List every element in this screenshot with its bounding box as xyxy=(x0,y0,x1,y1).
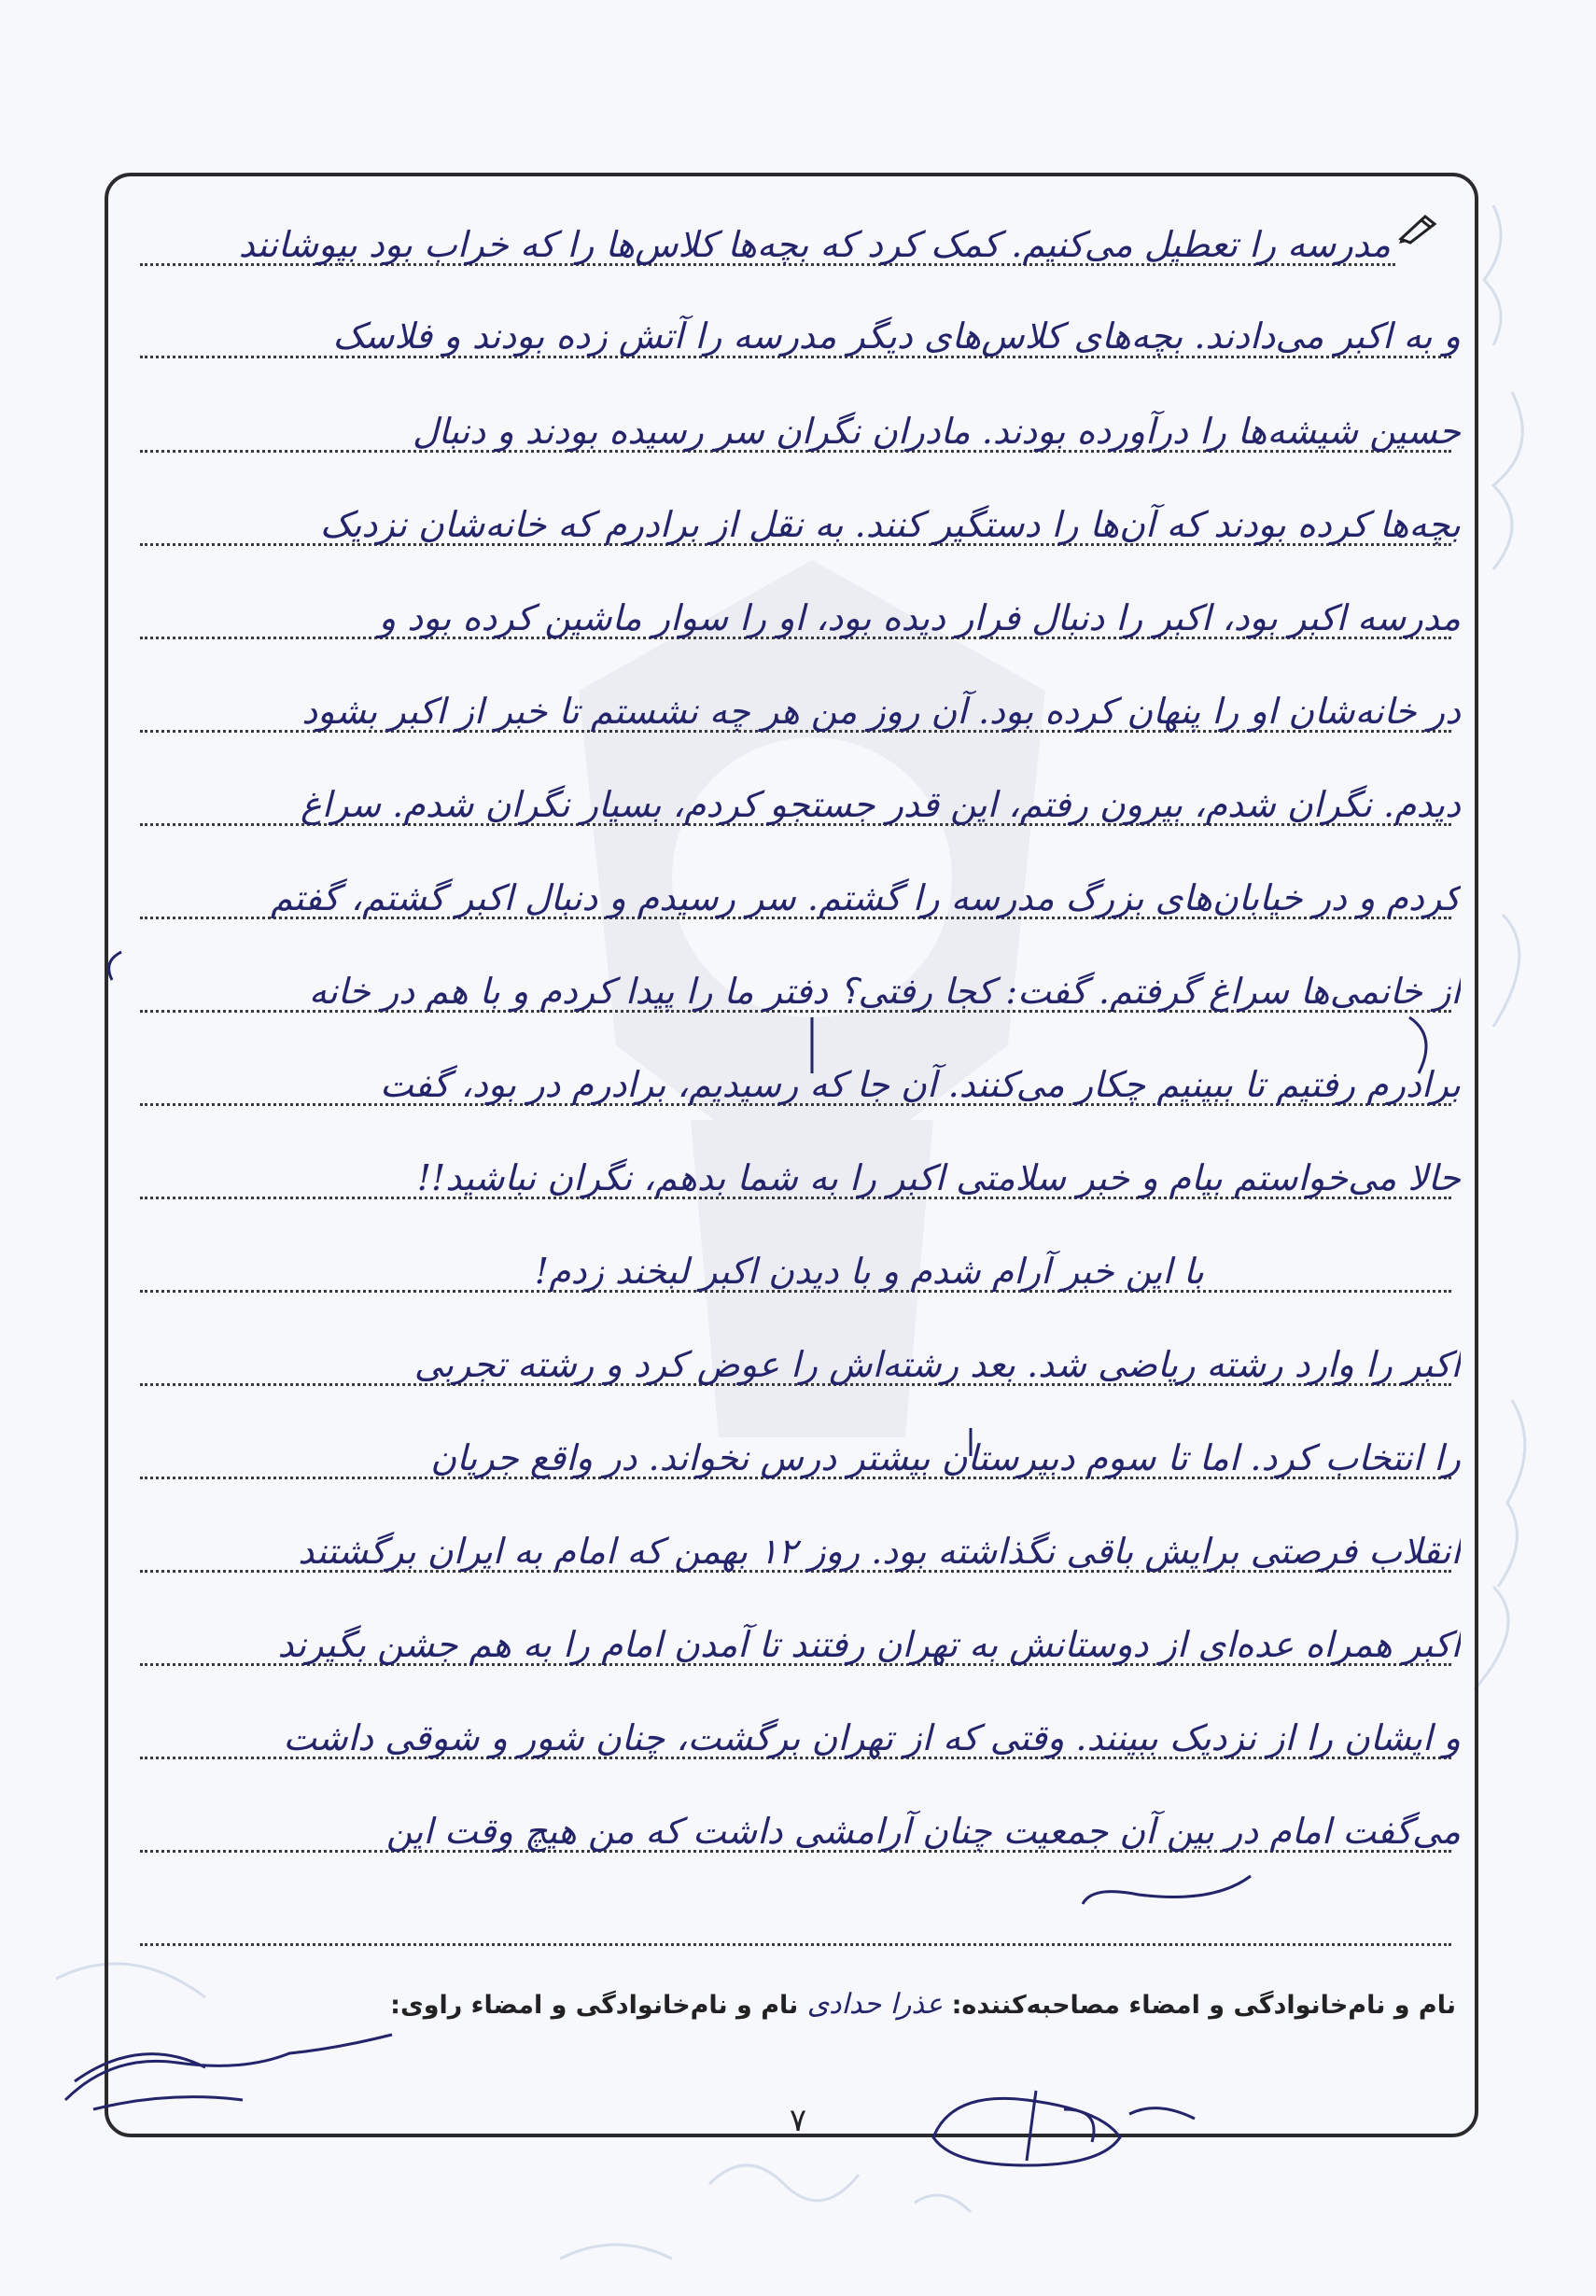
handwritten-line: در خانه‌شان او را پنهان کرده بود. آن روز من هر چه نشستم تا خبر از اکبر بشود xyxy=(301,691,1461,732)
interviewer-label: نام و نام‌خانوادگی و امضاء مصاحبه‌کننده: xyxy=(951,1991,1456,2020)
handwritten-line: اکبر همراه عده‌ای از دوستانش به تهران رفتند تا آمدن امام را به هم جشن بگیرند xyxy=(277,1624,1461,1665)
handwritten-line: انقلاب فرصتی برایش باقی نگذاشته بود. روز ۱۲ بهمن که امام به ایران برگشتند xyxy=(298,1531,1461,1572)
handwritten-line: با این خبر آرام شدم و با دیدن اکبر لبخند زدم! xyxy=(534,1251,1204,1292)
handwritten-line: می‌گفت امام در بین آن جمعیت چنان آرامشی داشت که من هیچ وقت این xyxy=(385,1811,1461,1852)
handwritten-line: حسین شیشه‌ها را درآورده بودند. مادران نگران سر رسیده بودند و دنبال xyxy=(413,411,1461,452)
handwritten-line: را انتخاب کرد. اما تا سوم دبیرستان بیشتر درس نخواند. در واقع جریان xyxy=(430,1437,1461,1478)
handwritten-line: بچه‌ها کرده بودند که آن‌ها را دستگیر کنند. به نقل از برادرم که خانه‌شان نزدیک xyxy=(319,504,1461,545)
pencil-icon xyxy=(1397,213,1438,245)
handwritten-line: از خانمی‌ها سراغ گرفتم. گفت: کجا رفتی؟ دفتر ما را پیدا کردم و با هم در خانه xyxy=(308,971,1461,1012)
handwritten-line: مدرسه اکبر بود، اکبر را دنبال فرار دیده بود، او را سوار ماشین کرده بود و xyxy=(378,597,1461,638)
handwritten-line: مدرسه را تعطیل می‌کنیم. کمک کرد که بچه‌ها کلاس‌ها را که خراب بود بپوشانند xyxy=(238,224,1391,265)
handwritten-line: اکبر را وارد رشته ریاضی شد. بعد رشته‌اش را عوض کرد و رشته تجربی xyxy=(413,1344,1461,1385)
handwritten-line: دیدم. نگران شدم، بیرون رفتم، این قدر جستجو کردم، بسیار نگران شدم. سراغ xyxy=(301,784,1461,825)
interviewer-name: عذرا حدادی xyxy=(806,1988,944,2021)
narrator-label: نام و نام‌خانوادگی و امضاء راوی: xyxy=(390,1991,799,2020)
page-number: ۷ xyxy=(789,2102,807,2139)
handwritten-line: حالا می‌خواستم بیام و خبر سلامتی اکبر را به شما بدهم، نگران نباشید!! xyxy=(416,1157,1461,1198)
handwritten-line: و به اکبر می‌دادند. بچه‌های کلاس‌های دیگر مدرسه را آتش زده بودند و فلاسک xyxy=(332,315,1461,357)
handwritten-line: برادرم رفتیم تا ببینیم چکار می‌کنند. آن جا که رسیدیم، برادرم در بود، گفت xyxy=(380,1064,1461,1105)
ruled-line xyxy=(140,1943,1451,1946)
handwritten-line: کردم و در خیابان‌های بزرگ مدرسه را گشتم. سر رسیدم و دنبال اکبر گشتم، گفتم xyxy=(270,877,1461,918)
signature-footer xyxy=(390,1988,1456,2021)
handwritten-line: و ایشان را از نزدیک ببینند. وقتی که از تهران برگشت، چنان شور و شوقی داشت xyxy=(283,1717,1461,1758)
